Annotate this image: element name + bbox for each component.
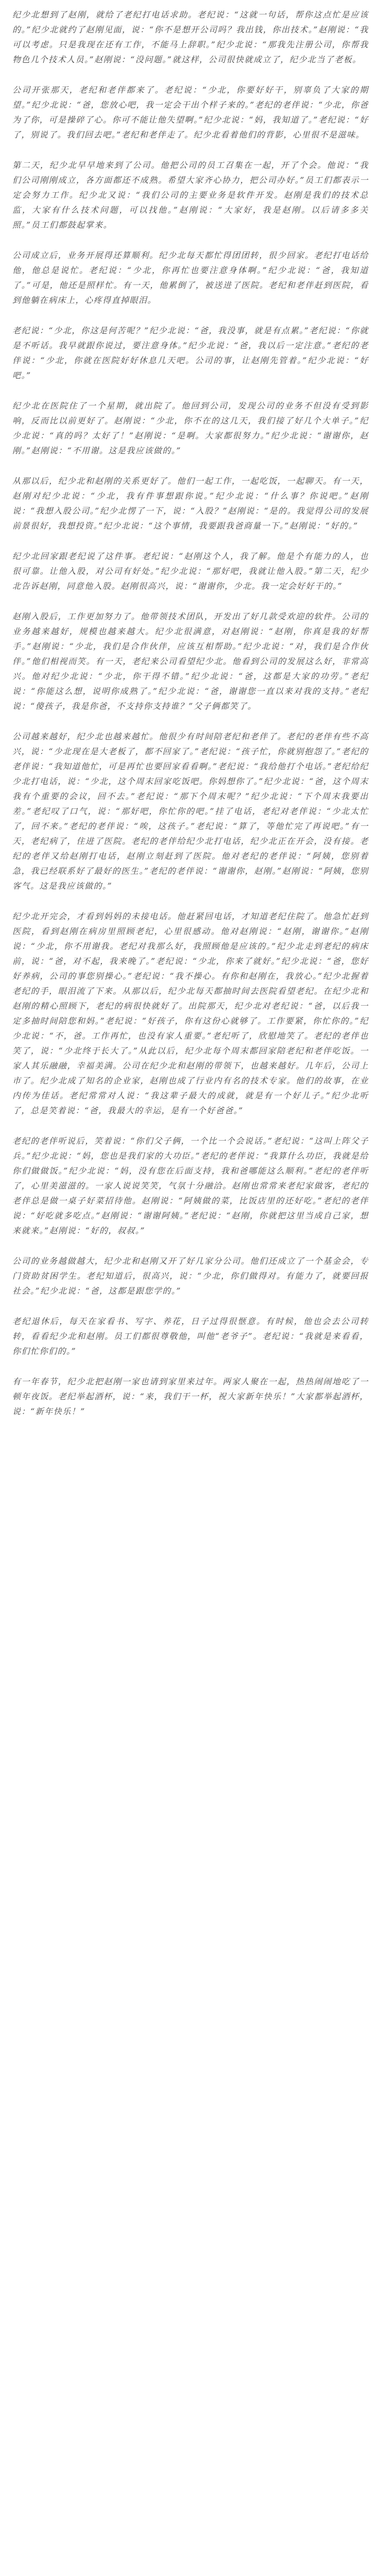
paragraph: 公司越来越好，纪少北也越来越忙。他很少有时间陪老纪和老伴了。老纪的老伴有些不高兴，说：“少北现在是大老板了，都不回家了。”老纪说：“孩子忙，你就别抱怨了。”老纪的老伴说：“我知道他忙，可是再忙也要回家看看啊。”老纪说：“我给他打个电话。”老纪给纪少北打电话，说：“少北，这个周末回家吃饭吧。你妈想你了。”纪少北说：“爸，这个周末我有个重要的会议，回不去。”老纪说：“那下个周末呢？”纪少北说：“下个周末我要出差。”老纪叹了口气，说：“那好吧，你忙你的吧。”挂了电话，老纪对老伴说：“少北太忙了，回不来。”老纪的老伴说：“唉，这孩子。”老纪说：“算了，等他忙完了再说吧。”有一天，老纪病了，住进了医院。老纪的老伴给纪少北打电话，纪少北正在开会，没有接。老纪的老伴又给赵刚打电话，赵刚立刻赶到了医院。他对老纪的老伴说：“阿姨，您别着急，我已经联系好了最好的医生。”老纪的老伴说：“谢谢你，赵刚。”赵刚说：“阿姨，您别客气。这是我应该做的。” (12, 732, 369, 891)
paragraph: 第二天，纪少北早早地来到了公司。他把公司的员工召集在一起，开了个会。他说：“我们公司刚刚成立，各方面都还不成熟。希望大家齐心协力，把公司办好。”员工们都表示一定会努力工作。纪少北又说：“我们公司的主要业务是软件开发。赵刚是我们的技术总监，大家有什么技术问题，可以找他。”赵刚说：“大家好，我是赵刚。以后请多多关照。”员工们都鼓起掌来。 (12, 160, 369, 230)
paragraph: 纪少北在医院住了一个星期，就出院了。他回到公司，发现公司的业务不但没有受到影响，反而比以前更好了。赵刚说：“少北，你不在的这几天，我们接了好几个大单子。”纪少北说：“真的吗？太好了！”赵刚说：“是啊。大家都很努力。”纪少北说：“谢谢你，赵刚。”赵刚说：“不用谢。这是我应该做的。” (12, 401, 369, 455)
paragraph: 公司开张那天，老纪和老伴都来了。老纪说：“少北，你要好好干，别辜负了大家的期望。”纪少北说：“爸，您放心吧，我一定会干出个样子来的。”老纪的老伴说：“少北，你爸为了你，可是操碎了心。你可不能让他失望啊。”纪少北说：“妈，我知道了。”老纪说：“好了，别说了。我们回去吧。”老纪和老伴走了。纪少北看着他们的背影，心里很不是滋味。 (12, 85, 369, 140)
paragraph: 纪少北想到了赵刚，就给了老纪打电话求助。老纪说：“这就一句话，帮你这点忙是应该的。”纪少北就约了赵刚见面，说：“你不是想开公司吗？我出钱，你出技术。”赵刚说：“我可以考虑。只是我现在还有工作，不能马上辞职。”纪少北说：“那我先注册公司，你帮我物色几个技术人员。”赵刚说：“没问题。”就这样，公司很快就成立了，纪少北当了老板。 (12, 10, 369, 64)
paragraph: 老纪的老伴听说后，笑着说：“你们父子俩，一个比一个会说话。”老纪说：“这叫上阵父子兵。”纪少北说：“妈，您也是我们家的大功臣。”老纪的老伴说：“我算什么功臣，我就是给你们做做饭。”纪少北说：“妈，没有您在后面支持，我和爸哪能这么顺利。”老纪的老伴听了，心里美滋滋的。一家人说说笑笑，气氛十分融洽。赵刚也常常来老纪家做客，老纪的老伴总是做一桌子好菜招待他。赵刚说：“阿姨做的菜，比饭店里的还好吃。”老纪的老伴说：“好吃就多吃点。”赵刚说：“谢谢阿姨。”老纪说：“赵刚，你就把这里当成自己家，想来就来。”赵刚说：“好的，叔叔。” (12, 1136, 369, 1235)
paragraph: 赵刚入股后，工作更加努力了。他带领技术团队，开发出了好几款受欢迎的软件。公司的业务越来越好，规模也越来越大。纪少北很满意，对赵刚说：“赵刚，你真是我的好帮手。”赵刚说：“少北，我们是合作伙伴，应该互相帮助。”纪少北说：“对，我们是合作伙伴。”他们相视而笑。有一天，老纪来公司看望纪少北。他看到公司的发展这么好，非常高兴。他对纪少北说：“少北，你干得不错。”纪少北说：“爸，这都是大家的功劳。”老纪说：“你能这么想，说明你成熟了。”纪少北说：“爸，谢谢您一直以来对我的支持。”老纪说：“傻孩子，我是你爸，不支持你支持谁？”父子俩都笑了。 (12, 612, 369, 711)
paragraph: 老纪说：“少北，你这是何苦呢？”纪少北说：“爸，我没事，就是有点累。”老纪说：“你就是不听话。我早就跟你说过，要注意身体。”纪少北说：“爸，我以后一定注意。”老纪的老伴说：“少北，你就在医院好好休息几天吧。公司的事，让赵刚先管着。”纪少北说：“好吧。” (12, 326, 369, 380)
paragraph: 纪少北开完会，才看到妈妈的未接电话。他赶紧回电话，才知道老纪住院了。他急忙赶到医院，看到赵刚在病房里照顾老纪，心里很感动。他对赵刚说：“赵刚，谢谢你。”赵刚说：“少北，你不用谢我。老纪对我那么好，我照顾他是应该的。”纪少北走到老纪的病床前，说：“爸，对不起，我来晚了。”老纪说：“少北，你来了就好。”纪少北说：“爸，您好好养病，公司的事您别操心。”老纪说：“我不操心。有你和赵刚在，我放心。”纪少北握着老纪的手，眼泪流了下来。从那以后，纪少北每天都抽时间去医院看望老纪。在纪少北和赵刚的精心照顾下，老纪的病很快就好了。出院那天，纪少北对老纪说：“爸，以后我一定多抽时间陪您和妈。”老纪说：“好孩子，你有这份心就够了。工作要紧，你忙你的。”纪少北说：“不，爸。工作再忙，也没有家人重要。”老纪听了，欣慰地笑了。老纪的老伴也笑了，说：“少北终于长大了。”从此以后，纪少北每个周末都回家陪老纪和老伴吃饭。一家人其乐融融，幸福美满。公司在纪少北和赵刚的带领下，也越来越好。几年后，公司上市了。纪少北成了知名的企业家，赵刚也成了行业内有名的技术专家。他们的故事，在业内传为佳话。老纪常常对人说：“我这辈子最大的成就，就是有一个好儿子。”纪少北听了，总是笑着说：“爸，我最大的幸运，是有一个好爸爸。” (12, 911, 369, 1115)
paragraph: 老纪退休后，每天在家看书、写字、养花，日子过得很惬意。有时候，他也会去公司转转，看看纪少北和赵刚。员工们都很尊敬他，叫他“老爷子”。老纪说：“我就是来看看，你们忙你们的。” (12, 1316, 369, 1356)
paragraph: 公司的业务越做越大，纪少北和赵刚又开了好几家分公司。他们还成立了一个基金会，专门资助贫困学生。老纪知道后，很高兴，说：“少北，你们做得对。有能力了，就要回报社会。”纪少北说：“爸，这都是跟您学的。” (12, 1256, 369, 1296)
paragraph: 公司成立后，业务开展得还算顺利。纪少北每天都忙得团团转，很少回家。老纪打电话给他，他总是说忙。老纪说：“少北，你再忙也要注意身体啊。”纪少北说：“爸，我知道了。”可是，他还是照样忙。有一天，他累倒了，被送进了医院。老纪和老伴赶到医院，看到他躺在病床上，心疼得直掉眼泪。 (12, 250, 369, 305)
paragraph: 从那以后，纪少北和赵刚的关系更好了。他们一起工作，一起吃饭，一起聊天。有一天，赵刚对纪少北说：“少北，我有件事想跟你说。”纪少北说：“什么事？你说吧。”赵刚说：“我想入股公司。”纪少北愣了一下，说：“入股？”赵刚说：“是的。我觉得公司的发展前景很好，我想投资。”纪少北说：“这个事情，我要跟我爸商量一下。”赵刚说：“好的。” (12, 476, 369, 531)
paragraph: 纪少北回家跟老纪说了这件事。老纪说：“赵刚这个人，我了解。他是个有能力的人，也很可靠。让他入股，对公司有好处。”纪少北说：“那好吧，我就让他入股。”第二天，纪少北告诉赵刚，同意他入股。赵刚很高兴，说：“谢谢你，少北。我一定会好好干的。” (12, 551, 369, 591)
paragraph: 有一年春节，纪少北把赵刚一家也请到家里来过年。两家人聚在一起，热热闹闹地吃了一顿年夜饭。老纪举起酒杯，说：“来，我们干一杯，祝大家新年快乐！”大家都举起酒杯，说：“新年快乐！” (12, 1377, 369, 1416)
